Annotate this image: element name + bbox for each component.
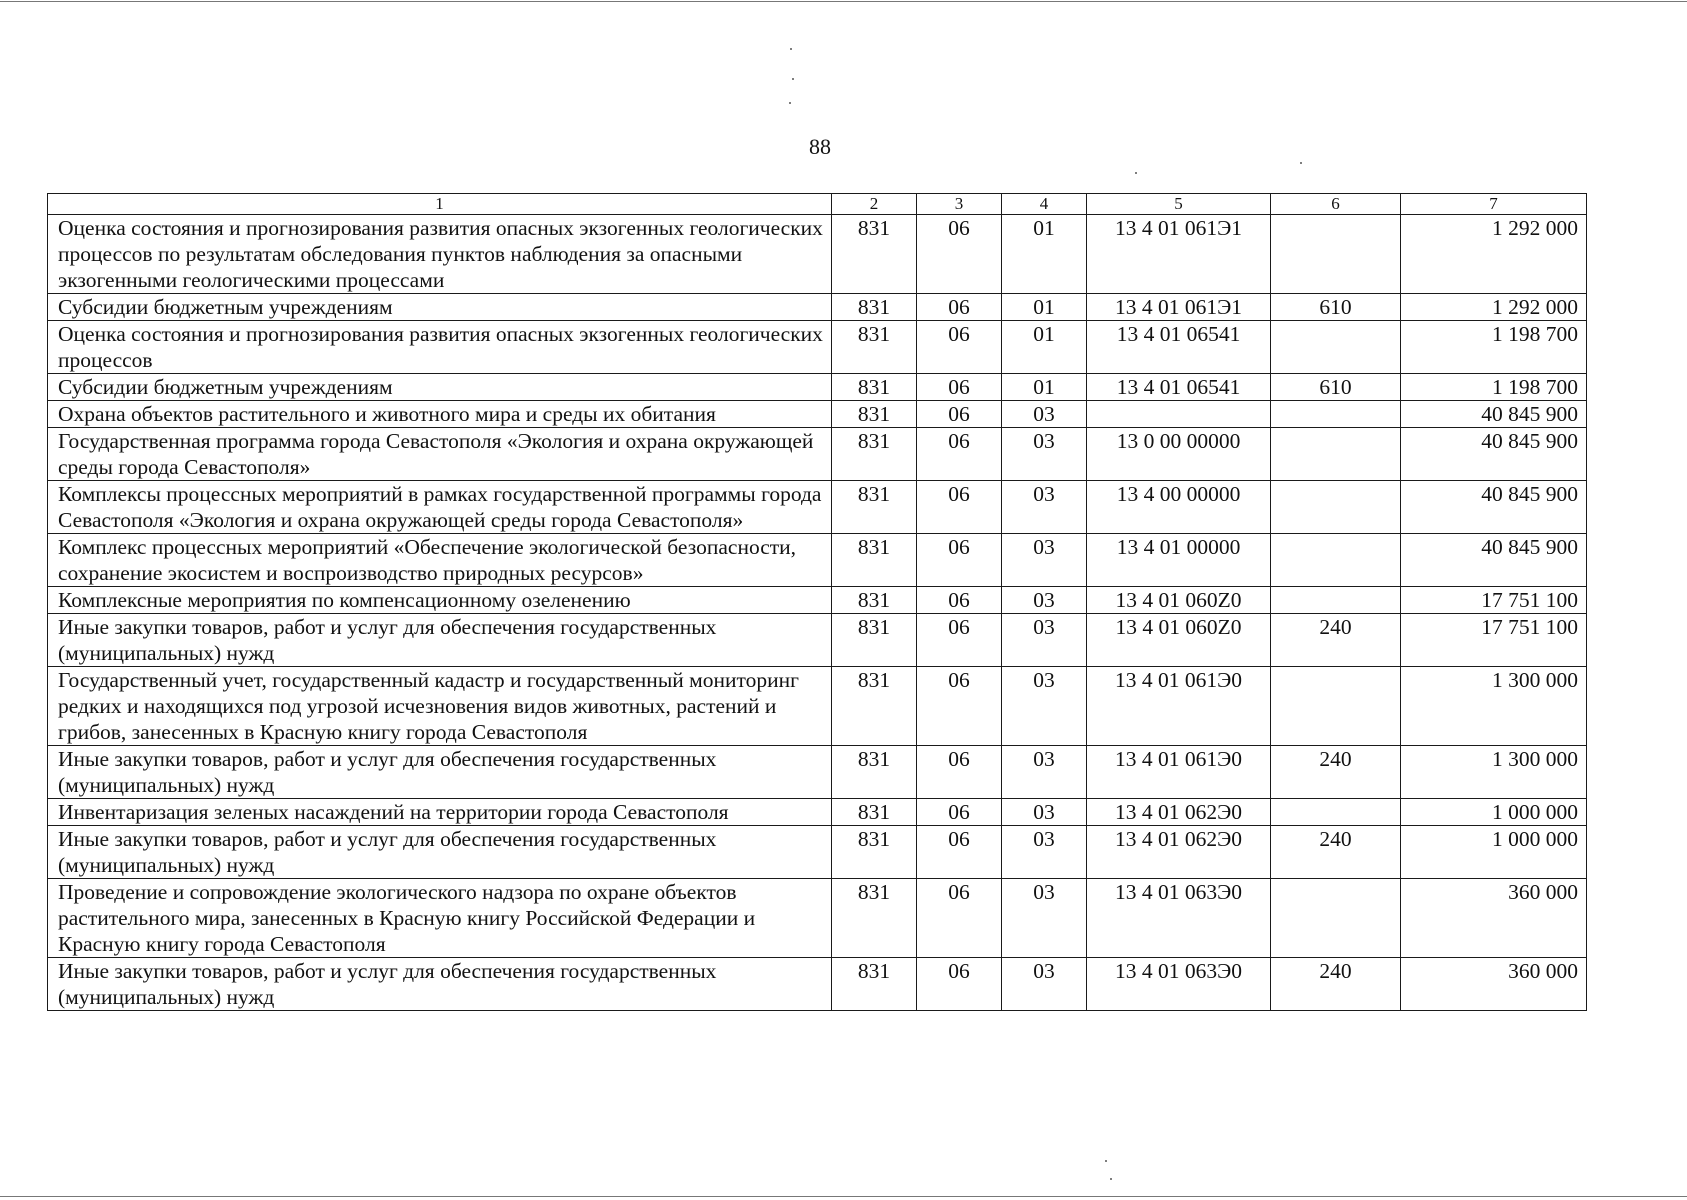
subsection-code-cell: 03 <box>1002 958 1087 1011</box>
table-row <box>48 958 1587 1011</box>
table-row <box>48 667 1587 746</box>
table-row <box>48 799 1587 826</box>
column-header: 2 <box>832 194 917 215</box>
target-article-cell: 13 4 01 062Э0 <box>1087 826 1271 879</box>
section-code-cell: 06 <box>917 215 1002 294</box>
amount-cell: 40 845 900 <box>1401 481 1587 534</box>
scan-bottom-edge <box>0 1196 1687 1197</box>
ministry-code-cell: 831 <box>832 321 917 374</box>
subsection-code-cell: 01 <box>1002 374 1087 401</box>
section-code-cell: 06 <box>917 958 1002 1011</box>
expense-type-cell: 240 <box>1271 826 1401 879</box>
item-name-cell: Комплексные мероприятия по компенсационному озеленению <box>48 587 832 614</box>
expense-type-cell: 240 <box>1271 958 1401 1011</box>
amount-cell: 1 292 000 <box>1401 215 1587 294</box>
scan-speck <box>789 102 791 104</box>
item-name-cell: Иные закупки товаров, работ и услуг для обеспечения государственных (муниципальных) нужд <box>48 614 832 667</box>
scan-top-edge <box>0 1 1687 2</box>
section-code-cell: 06 <box>917 321 1002 374</box>
table-row <box>48 614 1587 667</box>
table-row <box>48 374 1587 401</box>
expense-type-cell <box>1271 321 1401 374</box>
ministry-code-cell: 831 <box>832 481 917 534</box>
table-row <box>48 587 1587 614</box>
target-article-cell: 13 4 01 061Э1 <box>1087 294 1271 321</box>
amount-cell: 360 000 <box>1401 958 1587 1011</box>
scan-speck <box>1110 1178 1112 1180</box>
target-article-cell: 13 4 01 061Э1 <box>1087 215 1271 294</box>
target-article-cell: 13 4 01 062Э0 <box>1087 799 1271 826</box>
subsection-code-cell: 03 <box>1002 401 1087 428</box>
scan-speck <box>790 48 792 50</box>
expense-type-cell <box>1271 428 1401 481</box>
ministry-code-cell: 831 <box>832 799 917 826</box>
item-name-cell: Оценка состояния и прогнозирования развития опасных экзогенных геологических процессов по результатам обследования пунктов наблюдения за опасными экзогенными геологическими процессами <box>48 215 832 294</box>
amount-cell: 1 300 000 <box>1401 746 1587 799</box>
item-name-cell: Иные закупки товаров, работ и услуг для обеспечения государственных (муниципальных) нужд <box>48 826 832 879</box>
table-body <box>48 215 1587 1011</box>
amount-cell: 40 845 900 <box>1401 428 1587 481</box>
ministry-code-cell: 831 <box>832 958 917 1011</box>
scan-speck <box>792 78 794 80</box>
target-article-cell: 13 4 01 060Z0 <box>1087 614 1271 667</box>
expense-type-cell: 610 <box>1271 294 1401 321</box>
amount-cell: 17 751 100 <box>1401 614 1587 667</box>
column-header: 3 <box>917 194 1002 215</box>
expense-type-cell <box>1271 667 1401 746</box>
target-article-cell <box>1087 401 1271 428</box>
ministry-code-cell: 831 <box>832 614 917 667</box>
expense-type-cell <box>1271 534 1401 587</box>
target-article-cell: 13 4 00 00000 <box>1087 481 1271 534</box>
expense-type-cell <box>1271 215 1401 294</box>
target-article-cell: 13 4 01 060Z0 <box>1087 587 1271 614</box>
target-article-cell: 13 4 01 061Э0 <box>1087 667 1271 746</box>
subsection-code-cell: 03 <box>1002 746 1087 799</box>
section-code-cell: 06 <box>917 799 1002 826</box>
subsection-code-cell: 03 <box>1002 799 1087 826</box>
scan-speck <box>1135 172 1137 174</box>
ministry-code-cell: 831 <box>832 879 917 958</box>
table-row <box>48 746 1587 799</box>
section-code-cell: 06 <box>917 746 1002 799</box>
section-code-cell: 06 <box>917 614 1002 667</box>
table-row <box>48 879 1587 958</box>
subsection-code-cell: 03 <box>1002 826 1087 879</box>
item-name-cell: Субсидии бюджетным учреждениям <box>48 374 832 401</box>
table-row <box>48 428 1587 481</box>
ministry-code-cell: 831 <box>832 428 917 481</box>
amount-cell: 1 000 000 <box>1401 799 1587 826</box>
ministry-code-cell: 831 <box>832 215 917 294</box>
amount-cell: 17 751 100 <box>1401 587 1587 614</box>
table-row <box>48 321 1587 374</box>
target-article-cell: 13 4 01 063Э0 <box>1087 958 1271 1011</box>
subsection-code-cell: 03 <box>1002 428 1087 481</box>
item-name-cell: Государственный учет, государственный кадастр и государственный мониторинг редких и находящихся под угрозой исчезновения видов животных, растений и грибов, занесенных в Красную книгу города Севастополя <box>48 667 832 746</box>
section-code-cell: 06 <box>917 534 1002 587</box>
amount-cell: 40 845 900 <box>1401 534 1587 587</box>
item-name-cell: Проведение и сопровождение экологического надзора по охране объектов растительного мира, занесенных в Красную книгу Российской Федерации и Красную книгу города Севастополя <box>48 879 832 958</box>
amount-cell: 1 292 000 <box>1401 294 1587 321</box>
section-code-cell: 06 <box>917 879 1002 958</box>
subsection-code-cell: 03 <box>1002 481 1087 534</box>
expense-type-cell: 240 <box>1271 614 1401 667</box>
subsection-code-cell: 01 <box>1002 215 1087 294</box>
section-code-cell: 06 <box>917 428 1002 481</box>
item-name-cell: Субсидии бюджетным учреждениям <box>48 294 832 321</box>
section-code-cell: 06 <box>917 294 1002 321</box>
item-name-cell: Иные закупки товаров, работ и услуг для обеспечения государственных (муниципальных) нужд <box>48 746 832 799</box>
target-article-cell: 13 4 01 06541 <box>1087 374 1271 401</box>
expense-type-cell: 240 <box>1271 746 1401 799</box>
amount-cell: 1 300 000 <box>1401 667 1587 746</box>
column-header: 5 <box>1087 194 1271 215</box>
item-name-cell: Оценка состояния и прогнозирования развития опасных экзогенных геологических процессов <box>48 321 832 374</box>
ministry-code-cell: 831 <box>832 294 917 321</box>
expense-type-cell <box>1271 481 1401 534</box>
section-code-cell: 06 <box>917 401 1002 428</box>
page-number: 88 <box>809 134 831 159</box>
column-header: 1 <box>48 194 832 215</box>
column-header: 6 <box>1271 194 1401 215</box>
subsection-code-cell: 01 <box>1002 321 1087 374</box>
table-row <box>48 401 1587 428</box>
subsection-code-cell: 03 <box>1002 879 1087 958</box>
amount-cell: 360 000 <box>1401 879 1587 958</box>
section-code-cell: 06 <box>917 826 1002 879</box>
target-article-cell: 13 4 01 063Э0 <box>1087 879 1271 958</box>
scan-speck <box>1300 162 1302 164</box>
amount-cell: 40 845 900 <box>1401 401 1587 428</box>
target-article-cell: 13 4 01 00000 <box>1087 534 1271 587</box>
column-header: 4 <box>1002 194 1087 215</box>
column-header: 7 <box>1401 194 1587 215</box>
item-name-cell: Охрана объектов растительного и животного мира и среды их обитания <box>48 401 832 428</box>
subsection-code-cell: 03 <box>1002 667 1087 746</box>
expense-type-cell <box>1271 587 1401 614</box>
table-row <box>48 826 1587 879</box>
header-row <box>48 194 1587 215</box>
ministry-code-cell: 831 <box>832 401 917 428</box>
ministry-code-cell: 831 <box>832 667 917 746</box>
table-row <box>48 534 1587 587</box>
table-row <box>48 294 1587 321</box>
amount-cell: 1 198 700 <box>1401 374 1587 401</box>
table-row <box>48 215 1587 294</box>
table-row <box>48 481 1587 534</box>
ministry-code-cell: 831 <box>832 826 917 879</box>
section-code-cell: 06 <box>917 374 1002 401</box>
ministry-code-cell: 831 <box>832 534 917 587</box>
expense-type-cell: 610 <box>1271 374 1401 401</box>
subsection-code-cell: 01 <box>1002 294 1087 321</box>
ministry-code-cell: 831 <box>832 746 917 799</box>
target-article-cell: 13 4 01 06541 <box>1087 321 1271 374</box>
item-name-cell: Государственная программа города Севастополя «Экология и охрана окружающей среды города Севастополя» <box>48 428 832 481</box>
target-article-cell: 13 4 01 061Э0 <box>1087 746 1271 799</box>
item-name-cell: Инвентаризация зеленых насаждений на территории города Севастополя <box>48 799 832 826</box>
subsection-code-cell: 03 <box>1002 534 1087 587</box>
amount-cell: 1 000 000 <box>1401 826 1587 879</box>
expense-type-cell <box>1271 401 1401 428</box>
expense-type-cell <box>1271 799 1401 826</box>
budget-table <box>47 193 1587 1011</box>
expense-type-cell <box>1271 879 1401 958</box>
item-name-cell: Комплекс процессных мероприятий «Обеспечение экологической безопасности, сохранение экосистем и воспроизводство природных ресурсов» <box>48 534 832 587</box>
section-code-cell: 06 <box>917 667 1002 746</box>
subsection-code-cell: 03 <box>1002 587 1087 614</box>
ministry-code-cell: 831 <box>832 587 917 614</box>
target-article-cell: 13 0 00 00000 <box>1087 428 1271 481</box>
scan-speck <box>1105 1160 1107 1162</box>
item-name-cell: Комплексы процессных мероприятий в рамках государственной программы города Севастополя «Экология и охрана окружающей среды города Севастополя» <box>48 481 832 534</box>
ministry-code-cell: 831 <box>832 374 917 401</box>
amount-cell: 1 198 700 <box>1401 321 1587 374</box>
section-code-cell: 06 <box>917 587 1002 614</box>
item-name-cell: Иные закупки товаров, работ и услуг для обеспечения государственных (муниципальных) нужд <box>48 958 832 1011</box>
subsection-code-cell: 03 <box>1002 614 1087 667</box>
section-code-cell: 06 <box>917 481 1002 534</box>
